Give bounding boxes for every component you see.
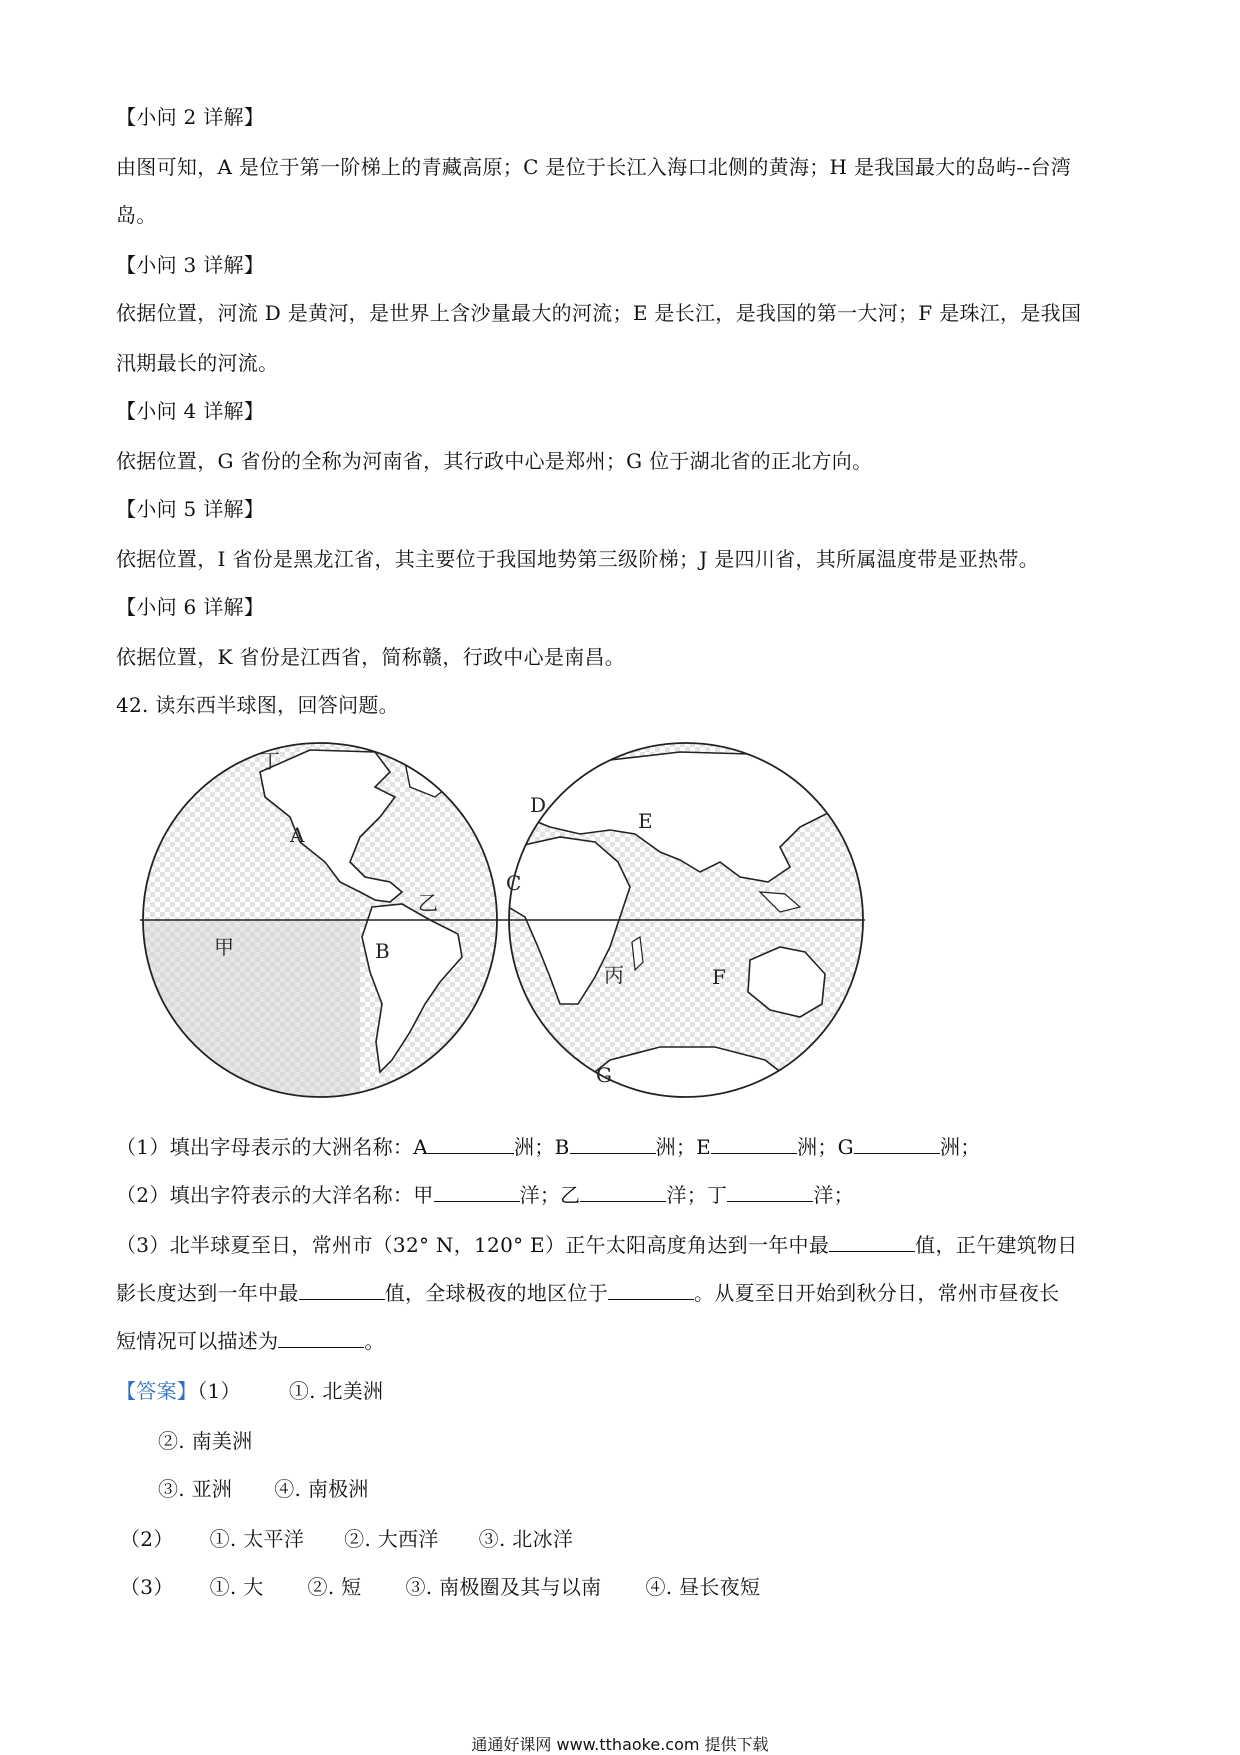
blank-B[interactable] — [570, 1135, 656, 1154]
blank-shadow-length[interactable] — [299, 1281, 385, 1300]
blank-G[interactable] — [854, 1135, 940, 1154]
question-1: （1）填出字母表示的大洲名称：A 洲；B 洲；E 洲；G 洲； — [116, 1135, 981, 1159]
label-E: E — [638, 809, 653, 833]
answer-label: 【答案】 — [116, 1379, 198, 1403]
question-title: 42. 读东西半球图，回答问题。 — [116, 693, 399, 717]
question-3-line-1: （3）北半球夏至日，常州市（32° N，120° E）正午太阳高度角达到一年中最 值，正午建筑物日 — [116, 1233, 1078, 1257]
label-ding: 丁 — [260, 749, 280, 773]
solution-3-line-2: 汛期最长的河流。 — [116, 351, 279, 375]
label-yi: 乙 — [418, 891, 438, 915]
label-A: A — [290, 823, 305, 847]
label-G: G — [596, 1063, 612, 1087]
solution-heading-4: 【小问 4 详解】 — [116, 399, 265, 423]
answer-row-3: （3） ①. 大 ②. 短 ③. 南极圈及其与以南 ④. 昼长夜短 — [120, 1575, 761, 1599]
blank-E[interactable] — [711, 1135, 797, 1154]
solution-5-line-1: 依据位置，I 省份是黑龙江省，其主要位于我国地势第三级阶梯；J 是四川省，其所属温度带是亚热带。 — [116, 547, 1040, 571]
solution-3-line-1: 依据位置，河流 D 是黄河，是世界上含沙量最大的河流；E 是长江，是我国的第一大河；F 是珠江，是我国 — [116, 301, 1082, 325]
blank-day-night[interactable] — [278, 1329, 364, 1348]
blank-yi[interactable] — [580, 1183, 666, 1202]
page-footer: 通通好课网 www.tthaoke.com 提供下载 — [471, 1735, 769, 1754]
solution-4-line-1: 依据位置，G 省份的全称为河南省，其行政中心是郑州；G 位于湖北省的正北方向。 — [116, 449, 873, 473]
blank-polar-night[interactable] — [608, 1281, 694, 1300]
label-F: F — [712, 965, 726, 989]
label-C: C — [506, 871, 522, 895]
answer-row-1: 【答案】（1） ①. 北美洲 — [116, 1379, 384, 1403]
solution-2-line-1: 由图可知，A 是位于第一阶梯上的青藏高原；C 是位于长江入海口北侧的黄海；H 是我国最大的岛屿--台湾 — [116, 155, 1072, 179]
label-D: D — [530, 793, 547, 817]
solution-heading-6: 【小问 6 详解】 — [116, 595, 265, 619]
blank-sun-altitude[interactable] — [829, 1233, 915, 1252]
question-3-line-3: 短情况可以描述为 。 — [116, 1329, 385, 1353]
answer-row-1c: ③. 亚洲 ④. 南极洲 — [158, 1477, 369, 1501]
answer-row-2: （2） ①. 太平洋 ②. 大西洋 ③. 北冰洋 — [120, 1527, 574, 1551]
answer-row-1b: ②. 南美洲 — [158, 1429, 253, 1453]
question-2: （2）填出字符表示的大洋名称：甲 洋；乙 洋；丁 洋； — [116, 1183, 854, 1207]
blank-ding[interactable] — [727, 1183, 813, 1202]
hemispheres-map — [140, 742, 865, 1098]
solution-heading-5: 【小问 5 详解】 — [116, 497, 265, 521]
blank-jia[interactable] — [434, 1183, 520, 1202]
label-B: B — [375, 939, 390, 963]
label-bing: 丙 — [604, 963, 624, 987]
blank-A[interactable] — [428, 1135, 514, 1154]
label-jia: 甲 — [214, 935, 234, 959]
solution-heading-3: 【小问 3 详解】 — [116, 253, 265, 277]
question-3-line-2: 影长度达到一年中最 值，全球极夜的地区位于 。从夏至日开始到秋分日，常州市昼夜长 — [116, 1281, 1060, 1305]
solution-heading-2: 【小问 2 详解】 — [116, 105, 265, 129]
solution-6-line-1: 依据位置，K 省份是江西省，简称赣，行政中心是南昌。 — [116, 645, 626, 669]
solution-2-line-2: 岛。 — [116, 203, 157, 227]
